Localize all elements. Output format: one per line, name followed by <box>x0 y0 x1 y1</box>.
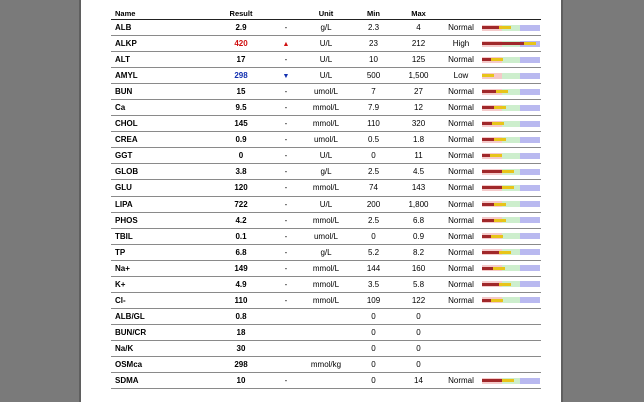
test-max: 143 <box>396 180 441 196</box>
range-bar <box>482 153 540 159</box>
range-level-marker <box>494 219 506 222</box>
test-status: Normal <box>441 52 481 68</box>
test-name: Na+ <box>111 260 211 276</box>
table-row <box>111 244 541 260</box>
test-result: 30 <box>211 340 271 356</box>
test-result: 4.2 <box>211 212 271 228</box>
range-cell <box>481 180 541 196</box>
test-status: Normal <box>441 148 481 164</box>
test-min: 3.5 <box>351 276 396 292</box>
test-name: Na/K <box>111 340 211 356</box>
result-flag <box>271 340 301 356</box>
range-level-marker <box>494 203 506 206</box>
test-name: BUN <box>111 84 211 100</box>
test-max: 0 <box>396 308 441 324</box>
test-max: 4 <box>396 20 441 36</box>
test-name: LIPA <box>111 196 211 212</box>
range-level-marker <box>499 251 511 254</box>
test-min: 7 <box>351 84 396 100</box>
test-unit: mmol/L <box>301 180 351 196</box>
test-unit: U/L <box>301 68 351 84</box>
range-bar <box>482 57 540 63</box>
range-cell <box>481 260 541 276</box>
range-bar <box>482 121 540 127</box>
header-min: Min <box>351 8 396 20</box>
test-max: 14 <box>396 373 441 389</box>
test-result: 0.1 <box>211 228 271 244</box>
result-flag <box>271 356 301 372</box>
result-flag: - <box>271 292 301 308</box>
range-zone-hi <box>520 378 540 384</box>
table-row <box>111 20 541 36</box>
test-status: Normal <box>441 276 481 292</box>
test-status: Normal <box>441 164 481 180</box>
test-name: ALT <box>111 52 211 68</box>
test-name: CREA <box>111 132 211 148</box>
table-row <box>111 260 541 276</box>
test-min: 200 <box>351 196 396 212</box>
test-result: 120 <box>211 180 271 196</box>
test-status: Normal <box>441 228 481 244</box>
result-flag: - <box>271 164 301 180</box>
test-max: 1,800 <box>396 196 441 212</box>
range-cell <box>481 100 541 116</box>
test-min: 144 <box>351 260 396 276</box>
test-result: 3.8 <box>211 164 271 180</box>
test-min: 0 <box>351 148 396 164</box>
range-level-marker <box>491 235 503 238</box>
test-name: PHOS <box>111 212 211 228</box>
test-min: 10 <box>351 52 396 68</box>
test-result: 420 <box>211 36 271 52</box>
page-shadow-right <box>561 0 563 402</box>
range-cell <box>481 148 541 164</box>
test-name: ALB <box>111 20 211 36</box>
range-zone-hi <box>520 73 540 79</box>
test-unit: mmol/L <box>301 116 351 132</box>
range-zone-mid <box>502 233 520 239</box>
test-max: 6.8 <box>396 212 441 228</box>
range-bar <box>482 185 540 191</box>
test-unit: U/L <box>301 196 351 212</box>
test-max: 1,500 <box>396 68 441 84</box>
range-cell <box>481 164 541 180</box>
test-result: 149 <box>211 260 271 276</box>
test-result: 145 <box>211 116 271 132</box>
table-row <box>111 116 541 132</box>
test-max: 4.5 <box>396 164 441 180</box>
test-result: 6.8 <box>211 244 271 260</box>
table-row <box>111 164 541 180</box>
range-cell <box>481 52 541 68</box>
test-name: AMYL <box>111 68 211 84</box>
table-row <box>111 148 541 164</box>
test-result: 0.8 <box>211 308 271 324</box>
test-name: ALKP <box>111 36 211 52</box>
table-row <box>111 84 541 100</box>
test-unit <box>301 308 351 324</box>
test-min: 23 <box>351 36 396 52</box>
range-cell <box>481 308 541 324</box>
result-flag <box>271 308 301 324</box>
range-level-marker <box>492 122 504 125</box>
table-row <box>111 308 541 324</box>
range-bar <box>482 233 540 239</box>
range-cell <box>481 292 541 308</box>
test-min: 2.3 <box>351 20 396 36</box>
result-flag: - <box>271 52 301 68</box>
test-status: Normal <box>441 180 481 196</box>
test-status: Normal <box>441 84 481 100</box>
test-max: 212 <box>396 36 441 52</box>
test-unit <box>301 373 351 389</box>
range-level-marker <box>491 299 503 302</box>
range-zone-hi <box>520 265 540 271</box>
range-level-marker <box>491 58 503 61</box>
range-bar <box>482 41 540 47</box>
range-bar <box>482 25 540 31</box>
result-flag: - <box>271 148 301 164</box>
test-status: Normal <box>441 100 481 116</box>
test-max: 27 <box>396 84 441 100</box>
range-level-marker <box>493 267 505 270</box>
test-name: GGT <box>111 148 211 164</box>
table-row <box>111 36 541 52</box>
test-min: 110 <box>351 116 396 132</box>
range-bar <box>482 73 540 79</box>
test-result: 4.9 <box>211 276 271 292</box>
range-cell <box>481 212 541 228</box>
range-level-marker <box>482 74 494 77</box>
test-unit <box>301 324 351 340</box>
range-zone-hi <box>520 185 540 191</box>
range-cell <box>481 324 541 340</box>
range-zone-hi <box>520 281 540 287</box>
range-cell <box>481 228 541 244</box>
result-flag: - <box>271 212 301 228</box>
test-unit: U/L <box>301 52 351 68</box>
header-max: Max <box>396 8 441 20</box>
test-name: TP <box>111 244 211 260</box>
table-row <box>111 292 541 308</box>
range-cell <box>481 36 541 52</box>
range-level-marker <box>499 283 511 286</box>
test-unit: mmol/kg <box>301 356 351 372</box>
test-unit: g/L <box>301 20 351 36</box>
test-unit: mmol/L <box>301 292 351 308</box>
range-zone-hi <box>520 25 540 31</box>
test-name: GLU <box>111 180 211 196</box>
test-max: 125 <box>396 52 441 68</box>
test-status: Normal <box>441 132 481 148</box>
range-zone-hi <box>520 121 540 127</box>
test-unit: umol/L <box>301 84 351 100</box>
range-level-marker <box>494 138 506 141</box>
table-header-row <box>111 8 541 20</box>
result-flag: - <box>271 196 301 212</box>
test-unit: U/L <box>301 148 351 164</box>
table-row <box>111 228 541 244</box>
range-zone-hi <box>520 153 540 159</box>
range-bar <box>482 137 540 143</box>
range-level-marker <box>524 42 536 45</box>
test-unit: U/L <box>301 36 351 52</box>
test-status: Normal <box>441 116 481 132</box>
test-unit: umol/L <box>301 228 351 244</box>
table-row <box>111 340 541 356</box>
test-min: 0.5 <box>351 132 396 148</box>
lab-results-page <box>81 0 561 402</box>
range-zone-hi <box>520 201 540 207</box>
table-row <box>111 196 541 212</box>
range-zone-hi <box>520 297 540 303</box>
test-max: 320 <box>396 116 441 132</box>
range-cell <box>481 244 541 260</box>
range-zone-hi <box>520 105 540 111</box>
table-row <box>111 52 541 68</box>
test-min: 5.2 <box>351 244 396 260</box>
range-bar <box>482 217 540 223</box>
test-result: 0.9 <box>211 132 271 148</box>
table-row <box>111 180 541 196</box>
test-max: 0.9 <box>396 228 441 244</box>
range-zone-hi <box>520 169 540 175</box>
range-cell <box>481 356 541 372</box>
up-triangle-icon: ▲ <box>282 41 290 49</box>
range-bar <box>482 89 540 95</box>
range-zone-hi <box>520 233 540 239</box>
range-level-marker <box>502 379 514 382</box>
range-bar <box>482 105 540 111</box>
result-flag <box>271 68 301 84</box>
header-range <box>481 8 541 20</box>
test-max: 0 <box>396 356 441 372</box>
result-flag: - <box>271 132 301 148</box>
test-result: 298 <box>211 68 271 84</box>
range-cell <box>481 20 541 36</box>
test-unit: mmol/L <box>301 260 351 276</box>
result-flag: - <box>271 116 301 132</box>
test-name: SDMA <box>111 373 211 389</box>
header-name: Name <box>111 8 211 20</box>
test-name: CHOL <box>111 116 211 132</box>
range-zone-hi <box>520 217 540 223</box>
test-min: 0 <box>351 324 396 340</box>
test-unit: mmol/L <box>301 212 351 228</box>
range-level-marker <box>490 154 502 157</box>
range-bar <box>482 201 540 207</box>
range-cell <box>481 196 541 212</box>
range-zone-mid <box>502 153 520 159</box>
test-status <box>441 308 481 324</box>
range-cell <box>481 116 541 132</box>
range-cell <box>481 132 541 148</box>
result-flag: - <box>271 260 301 276</box>
range-level-marker <box>502 186 514 189</box>
test-status <box>441 340 481 356</box>
result-flag: - <box>271 276 301 292</box>
range-bar <box>482 169 540 175</box>
down-triangle-icon: ▼ <box>282 73 290 81</box>
table-row <box>111 373 541 389</box>
test-min: 2.5 <box>351 164 396 180</box>
table-row <box>111 212 541 228</box>
test-max: 5.8 <box>396 276 441 292</box>
test-name: TBIL <box>111 228 211 244</box>
test-name: Cl- <box>111 292 211 308</box>
table-body <box>111 20 541 389</box>
test-name: GLOB <box>111 164 211 180</box>
test-min: 0 <box>351 340 396 356</box>
range-zone-mid <box>502 121 520 127</box>
lab-results-table <box>111 8 541 389</box>
test-min: 7.9 <box>351 100 396 116</box>
range-bar <box>482 281 540 287</box>
test-result: 15 <box>211 84 271 100</box>
result-flag <box>271 36 301 52</box>
range-bar <box>482 265 540 271</box>
test-status: Normal <box>441 292 481 308</box>
range-zone-hi <box>520 137 540 143</box>
header-status <box>441 8 481 20</box>
test-status: Normal <box>441 260 481 276</box>
test-unit: mmol/L <box>301 100 351 116</box>
test-min: 0 <box>351 308 396 324</box>
result-flag: - <box>271 20 301 36</box>
test-status: Normal <box>441 244 481 260</box>
test-min: 500 <box>351 68 396 84</box>
test-min: 0 <box>351 356 396 372</box>
range-level-marker <box>499 26 511 29</box>
result-flag: - <box>271 180 301 196</box>
table-row <box>111 356 541 372</box>
result-flag: - <box>271 244 301 260</box>
test-max: 1.8 <box>396 132 441 148</box>
test-status <box>441 356 481 372</box>
header-unit: Unit <box>301 8 351 20</box>
table-row <box>111 68 541 84</box>
header-result: Result <box>211 8 271 20</box>
test-name: K+ <box>111 276 211 292</box>
result-flag: - <box>271 373 301 389</box>
range-level-marker <box>502 170 514 173</box>
test-status: High <box>441 36 481 52</box>
range-cell <box>481 84 541 100</box>
test-max: 12 <box>396 100 441 116</box>
test-unit: g/L <box>301 244 351 260</box>
test-result: 0 <box>211 148 271 164</box>
test-name: BUN/CR <box>111 324 211 340</box>
test-status: Normal <box>441 373 481 389</box>
test-status: Normal <box>441 20 481 36</box>
range-cell <box>481 68 541 84</box>
test-name: ALB/GL <box>111 308 211 324</box>
header-flag <box>271 8 301 20</box>
result-flag: - <box>271 84 301 100</box>
test-max: 160 <box>396 260 441 276</box>
test-result: 722 <box>211 196 271 212</box>
table-row <box>111 132 541 148</box>
test-min: 74 <box>351 180 396 196</box>
test-result: 110 <box>211 292 271 308</box>
test-status: Normal <box>441 196 481 212</box>
test-unit: g/L <box>301 164 351 180</box>
range-bar <box>482 297 540 303</box>
test-max: 11 <box>396 148 441 164</box>
table-row <box>111 324 541 340</box>
range-bar <box>482 378 540 384</box>
range-zone-hi <box>520 249 540 255</box>
test-min: 0 <box>351 228 396 244</box>
test-status <box>441 324 481 340</box>
table-row <box>111 100 541 116</box>
test-name: OSMca <box>111 356 211 372</box>
range-level-marker <box>494 106 506 109</box>
test-unit <box>301 340 351 356</box>
test-max: 8.2 <box>396 244 441 260</box>
test-status: Normal <box>441 212 481 228</box>
range-level-marker <box>496 90 508 93</box>
table-row <box>111 276 541 292</box>
test-result: 10 <box>211 373 271 389</box>
test-result: 2.9 <box>211 20 271 36</box>
test-unit: umol/L <box>301 132 351 148</box>
result-flag <box>271 324 301 340</box>
range-zone-mid <box>502 297 520 303</box>
test-name: Ca <box>111 100 211 116</box>
test-status: Low <box>441 68 481 84</box>
test-result: 17 <box>211 52 271 68</box>
test-result: 18 <box>211 324 271 340</box>
test-result: 9.5 <box>211 100 271 116</box>
test-max: 0 <box>396 340 441 356</box>
test-unit: mmol/L <box>301 276 351 292</box>
range-cell <box>481 340 541 356</box>
range-zone-mid <box>502 73 520 79</box>
result-flag: - <box>271 100 301 116</box>
test-min: 109 <box>351 292 396 308</box>
range-cell <box>481 276 541 292</box>
range-zone-mid <box>502 57 520 63</box>
range-bar <box>482 249 540 255</box>
result-flag: - <box>271 228 301 244</box>
range-cell <box>481 373 541 389</box>
test-max: 122 <box>396 292 441 308</box>
test-min: 0 <box>351 373 396 389</box>
test-max: 0 <box>396 324 441 340</box>
test-min: 2.5 <box>351 212 396 228</box>
test-result: 298 <box>211 356 271 372</box>
range-zone-hi <box>520 57 540 63</box>
range-zone-hi <box>520 89 540 95</box>
